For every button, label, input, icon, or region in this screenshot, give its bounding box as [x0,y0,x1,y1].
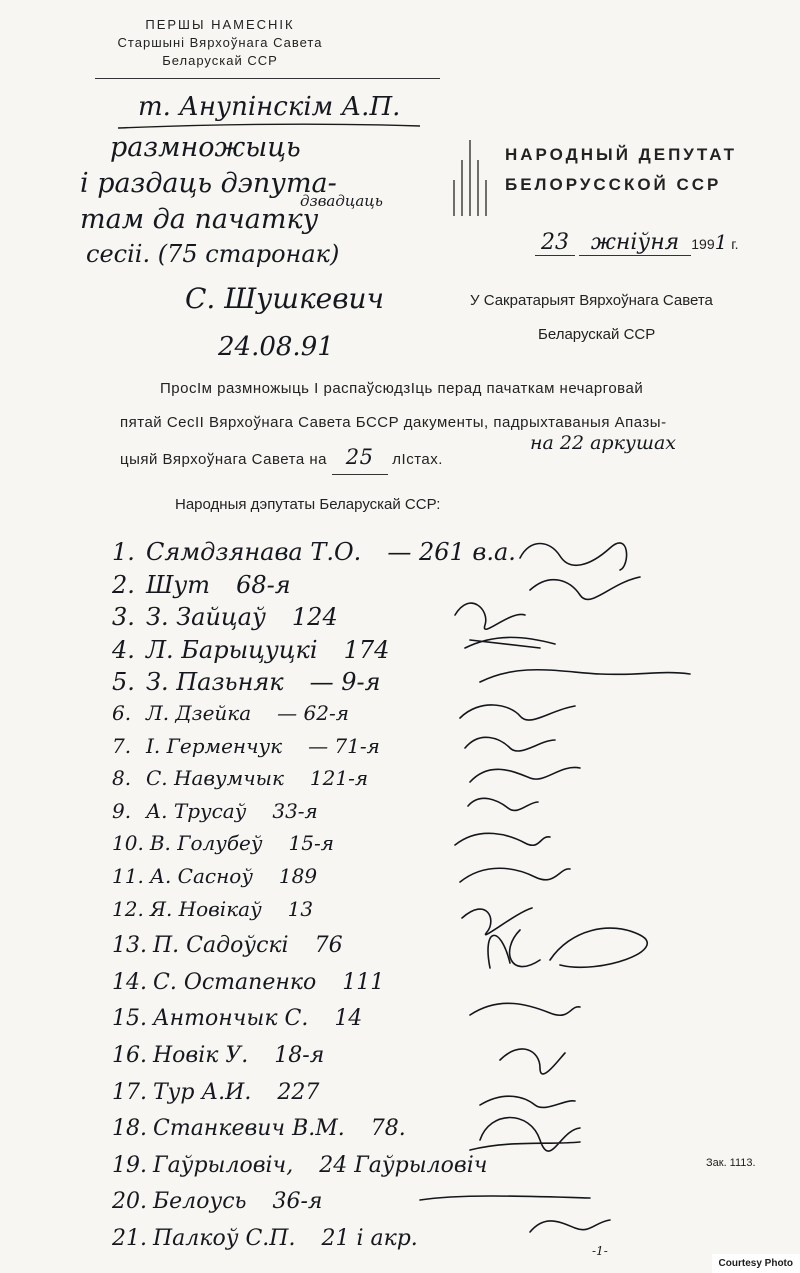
deputy-republic: БЕЛОРУССКОЙ ССР [505,175,722,194]
hw-note-insert: дзвадцаць [300,192,383,210]
deputy-row [112,668,381,696]
signature-mark [470,1003,580,1015]
deputy-number: 14. [112,969,147,995]
body-line-2: пятай СесІІ Вярхоўнага Савета БССР дакументы, падрыхтаваныя Апазы- [120,414,667,431]
deputy-name: Гаўрыловіч, [153,1152,294,1178]
deputy-district: 18-я [274,1043,325,1068]
hw-note-line-1: размножыць [110,132,301,163]
deputy-number: 19. [112,1152,147,1178]
signature-mark [520,543,627,570]
deputy-row [112,933,343,958]
address-line-2: Беларускай ССР [538,326,656,343]
body-line-3-start: цыяй Вярхоўнага Савета на [120,451,327,468]
deputy-number: 1. [112,538,135,566]
deputy-row [112,734,380,758]
signature-mark [465,637,555,648]
deputy-number: 2. [112,570,135,599]
deputy-number: 9. [112,798,132,823]
deputy-row [112,1006,362,1031]
deputy-name: З. Зайцаў [146,603,266,632]
signature-mark [455,833,550,845]
photo-credit: Courtesy Photo [712,1254,800,1273]
deputy-row [112,538,516,566]
hw-note-signature: С. Шушкевич [185,282,384,315]
deputy-district: 13 [287,896,314,921]
deputy-district: 124 [291,603,338,632]
letterhead-rule [95,78,440,79]
deputy-district: 24 Гаўрыловіч [319,1152,488,1178]
date-year-suffix: 1 [714,230,728,254]
deputy-number: 20. [112,1189,147,1215]
deputy-name: Новік У. [153,1043,249,1068]
deputy-name: Палкоў С.П. [153,1226,296,1251]
signature-mark [480,670,690,682]
signature-mark [465,737,555,751]
deputy-name: Я. Новікаў [149,896,262,921]
deputy-name: Шут [146,570,211,599]
deputy-name: П. Садоўскі [153,933,289,959]
deputy-number: 7. [112,733,132,758]
deputy-number: 3. [112,603,135,632]
deputy-district: — 9-я [309,668,381,697]
letterhead-left [95,16,345,70]
address-line-1: У Сакратарыят Вярхоўнага Савета [470,292,713,309]
hw-body-addition: на 22 аркушах [530,432,676,454]
hw-note-line-2: і раздаць дэпута- [80,168,337,199]
deputy-row [112,603,338,631]
deputy-row [112,864,317,888]
deputy-row [112,1080,319,1105]
deputy-number: 21. [112,1226,147,1251]
deputy-row [112,766,368,790]
deputy-name: С. Навумчык [146,766,284,791]
signature-mark [480,1096,575,1107]
signature-mark [420,1196,590,1200]
address-block [470,284,713,352]
date-line [535,230,739,256]
deputy-row [112,831,334,855]
deputy-district: 68-я [236,570,291,599]
deputy-name: В. Голубеў [149,831,263,856]
date-day: 23 [535,230,575,256]
signature-mark [530,577,640,599]
deputy-name: Антончык С. [153,1006,309,1032]
deputy-district: — 71-я [308,733,380,758]
letterhead-subtitle: Старшыні Вярхоўнага Савета [117,35,323,50]
deputy-row [112,1226,418,1251]
deputy-district: — 261 в.а. [387,538,516,566]
deputy-row [112,970,384,995]
deputies-title: Народныя дэпутаты Беларускай ССР: [175,496,441,513]
deputy-row [112,1189,323,1214]
deputy-number: 11. [112,864,144,888]
hw-addressee: т. Анупінскім А.П. [138,92,401,122]
deputy-title: НАРОДНЫЙ ДЕПУТАТ [505,145,738,164]
deputy-number: 15. [112,1006,147,1032]
order-number: Зак. 1113. [706,1157,756,1169]
deputy-row [112,897,313,921]
deputy-district: 15-я [288,831,334,856]
signature-mark [455,603,525,629]
deputy-district: 76 [314,933,343,959]
deputy-name: А. Трусаў [146,798,247,823]
hw-note-line-4: сесіі. (75 старонак) [86,240,340,268]
deputy-number: 4. [112,635,135,664]
deputy-row [112,799,318,823]
deputy-row [112,1043,324,1068]
deputy-district: 227 [277,1079,320,1105]
signature-mark [462,908,532,935]
body-line-3-end: лІстах. [392,451,443,468]
deputy-name: Станкевич В.М. [153,1116,345,1142]
letterhead-republic: Беларускай ССР [162,53,278,68]
deputy-number: 17. [112,1079,147,1105]
date-month: жніўня [579,230,691,256]
signature-mark [488,928,647,968]
body-line-3 [120,440,800,477]
deputy-number: 8. [112,766,132,791]
signature-mark [470,767,580,782]
deputy-row [112,571,291,599]
hw-note-date: 24.08.91 [218,332,334,362]
deputy-number: 5. [112,668,135,697]
deputy-number: 10. [112,831,144,856]
signature-mark [468,798,538,810]
date-g: г. [731,236,739,252]
body-text [120,372,800,477]
deputy-district: 121-я [309,766,369,791]
deputy-name: І. Герменчук [146,733,283,758]
signature-mark [500,1049,565,1074]
deputy-district: 14 [334,1006,363,1032]
deputy-number: 12. [112,896,144,921]
signature-mark [530,1220,610,1232]
deputy-name: С. Остапенко [153,969,317,995]
hw-note-line-3: там да пачатку [80,204,319,235]
deputy-name: Л. Барыцуцкі [146,635,318,664]
deputy-row [112,1153,487,1178]
date-year-prefix: 199 [691,236,715,252]
body-line-1: ПросІм размножыць І распаўсюдзІць перад пачаткам нечарговай [160,380,644,397]
ornament-icon [448,136,494,218]
deputy-name: Тур А.И. [153,1079,252,1105]
deputy-name: Сямдзянава Т.О. [146,538,362,566]
pages-count: 25 [332,440,388,475]
deputy-row [112,701,349,725]
signature-mark [460,868,570,882]
deputy-number: 13. [112,933,147,959]
deputy-name: Л. Дзейка [146,701,252,725]
deputy-district: 21 і акр. [321,1226,418,1251]
deputy-district: 111 [342,969,385,995]
deputy-district: 189 [278,864,318,888]
deputy-number: 6. [112,701,132,725]
deputy-row [112,1116,406,1141]
deputy-district: 174 [343,635,390,664]
deputy-name: З. Пазьняк [146,668,284,697]
deputy-number: 18. [112,1116,147,1142]
deputy-district: 36-я [272,1189,323,1215]
page-number: -1- [592,1244,608,1258]
letterhead-right [505,140,737,200]
deputy-name: А. Сасноў [149,864,253,888]
deputy-district: — 62-я [277,701,349,725]
deputy-name: Белоусь [153,1189,247,1215]
signature-mark [470,1118,580,1152]
deputy-district: 78. [370,1116,406,1142]
deputy-district: 33-я [272,798,318,823]
deputy-row [112,636,389,664]
signature-mark [460,705,575,720]
deputy-number: 16. [112,1043,147,1068]
letterhead-title: ПЕРШЫ НАМЕСНІК [145,17,295,32]
